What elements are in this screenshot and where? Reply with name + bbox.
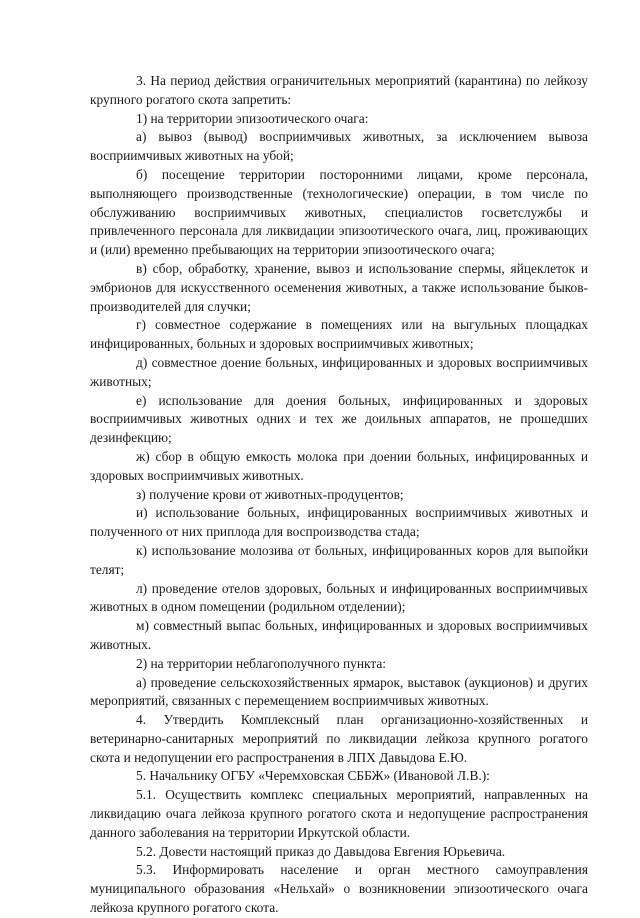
clause-3-2-heading: 2) на территории неблагополучного пункта: (136, 655, 387, 671)
clause-3-1-g: г) совместное содержание в помещениях или на выгульных площадках инфицированных, больных и здоровых восприимчивых животных; (90, 317, 588, 352)
clause-5-1: 5.1. Осуществить комплекс специальных мероприятий, направленных на ликвидацию очага лейкоза крупного рогатого скота и недопущение распространения данного заболевания на территории Иркутской области. (90, 787, 588, 840)
clause-3-1-heading: 1) на территории эпизоотического очага: (136, 110, 369, 126)
clause-5: 5. Начальнику ОГБУ «Черемховская СББЖ» (Ивановой Л.В.): (136, 768, 490, 784)
clause-3-1-a: а) вывоз (вывод) восприимчивых животных, за исключением вывоза восприимчивых животных на убой; (90, 129, 588, 164)
clause-3-1-b: б) посещение территории посторонними лицами, кроме персонала, выполняющего производственные (технологические) операции, в том числе по обслуживанию восприимчивых животных, специалистов госветслужбы и привлеченного персонала для ликвидации эпизоотического очага, лиц, проживающих и (или) временно пребывающих на территории эпизоотического очага; (90, 166, 588, 258)
clause-3-intro: 3. На период действия ограничительных мероприятий (карантина) по лейкозу крупного рогатого скота запретить: (90, 73, 588, 107)
clause-3-2-a: а) проведение сельскохозяйственных ярмарок, выставок (аукционов) и других мероприятий, связанных с перемещением восприимчивых животных. (90, 674, 588, 709)
clause-3-1-v: в) сбор, обработку, хранение, вывоз и использование спермы, яйцеклеток и эмбрионов для искусственного осеменения животных, а также использование быков-производителей для случки; (90, 260, 588, 314)
clause-3-1-l: л) проведение отелов здоровых, больных и инфицированных восприимчивых животных в одном помещении (родильном отделении); (90, 580, 588, 615)
clause-3-1-k: к) использование молозива от больных, инфицированных коров для выпойки телят; (90, 542, 588, 577)
clause-3-1-e: е) использование для доения больных, инфицированных и здоровых восприимчивых животных одних и тех же доильных аппаратов, не прошедших дезинфекцию; (90, 392, 588, 446)
clause-3-1-z: з) получение крови от животных-продуцентов; (136, 486, 404, 502)
clause-3-1-m: м) совместный выпас больных, инфицированных и здоровых восприимчивых животных. (90, 618, 588, 652)
document-page (90, 72, 588, 918)
clause-3-1-zh: ж) сбор в общую емкость молока при доении больных, инфицированных и здоровых восприимчивых животных. (90, 448, 588, 483)
clause-4: 4. Утвердить Комплексный план организационно-хозяйственных и ветеринарно-санитарных мероприятий по ликвидации лейкоза крупного рогатого скота и недопущении его распространения в ЛПХ Давыдова Е.Ю. (90, 712, 588, 765)
clause-3-1-i: и) использование больных, инфицированных восприимчивых животных и полученного от них приплода для воспроизводства стада; (90, 505, 588, 540)
clause-3-1-d: д) совместное доение больных, инфицированных и здоровых восприимчивых животных; (90, 354, 588, 389)
clause-5-3: 5.3. Информировать население и орган местного самоуправления муниципального образования «Нельхай» о возникновении эпизоотического очага лейкоза крупного рогатого скота. (90, 862, 588, 916)
clause-5-2: 5.2. Довести настоящий приказ до Давыдова Евгения Юрьевича. (136, 843, 506, 859)
